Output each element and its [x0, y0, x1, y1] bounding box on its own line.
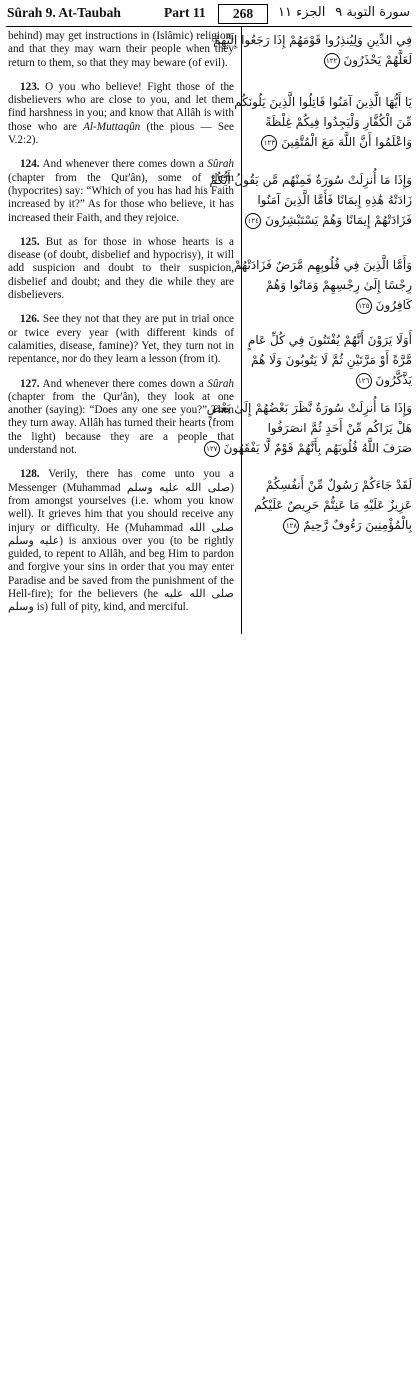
arabic-line: مِّنَ الْكُفَّارِ وَلْيَجِدُوا فِيكُمْ غِلْظَةً	[265, 115, 412, 129]
arabic-line: بِالْمُؤْمِنِينَ رَءُوفٌ رَّحِيمٌ ١٢٨	[246, 515, 412, 535]
verse-end-marker: ١٢٨	[283, 518, 299, 534]
surah-title-en: Sûrah 9. At-Taubah	[7, 5, 121, 20]
arabic-line: صَرَفَ اللَّهُ قُلُوبَهُم بِأَنَّهُمْ قَوْمٌ لَّا يَفْقَهُونَ ١٢٧	[246, 438, 412, 458]
arabic-line: يَا أَيُّهَا الَّذِينَ آمَنُوا قَاتِلُوا الَّذِينَ يَلُونَكُم	[234, 95, 412, 109]
verse-end-marker: ١٢٥	[356, 298, 372, 314]
verse-end-marker: ١٢٤	[245, 213, 261, 229]
arabic-verse-128	[246, 475, 412, 535]
verse-124: 124. And whenever there comes down a Sûrah (chapter from the Qur'ân), some of them (hypocrites) say: “Which of you has had his Faith increased by it?” As for those who believe, it has increased their Faith, and they rejoice.	[8, 158, 235, 224]
page-number: 268	[218, 4, 268, 24]
arabic-line: وَإِذَا مَا أُنزِلَتْ سُورَةٌ فَمِنْهُم مَّن يَقُولُ أَيُّكُمْ	[209, 173, 412, 187]
surah-title-ar: سورة التوبة ٩	[335, 5, 410, 20]
verse-end-marker: ١٢٦	[356, 373, 372, 389]
verse-continuation: behind) may get instructions in (Islâmic) religion, and that they may warn their people when they return to them, so that they may beware (of evil).	[8, 30, 234, 69]
arabic-line: يَذَّكَّرُونَ ١٢٦	[246, 370, 412, 390]
verse-127: 127. And whenever there comes down a Sûrah (chapter from the Qur'ân), they look at one another (saying): “Does any one see you?” Then they turn away. Allâh has turned their hearts (from the light) because they are a people that understand not.	[8, 377, 235, 457]
arabic-line: فِي الدِّينِ وَلِيُنذِرُوا قَوْمَهُمْ إِذَا رَجَعُوا إِلَيْهِمْ	[213, 33, 412, 47]
header-divider	[6, 26, 412, 27]
arabic-line: كَافِرُونَ ١٢٥	[246, 295, 412, 315]
verse-128: 128. Verily, there has come unto you a Messenger (Muhammad صلى الله عليه وسلم) from amongst yourselves (i.e. whom you know well). It grieves him that you should receive any injury or difficulty. He (Muhammad صلى الله عليه وسلم) is anxious over you (to be rightly guided, to repent to Allâh, and beg Him to pardon and forgive your sins in order that you may enter Paradise and be saved from the punishment of the Hell-fire); for the believers (he صلى الله عليه وسلم is) full of pity, kind, and merciful.	[8, 468, 235, 614]
arabic-line: وَإِذَا مَا أُنزِلَتْ سُورَةٌ نَّظَرَ بَعْضُهُمْ إِلَىٰ بَعْضٍ	[206, 401, 412, 415]
arabic-line: زَادَتْهُ هَٰذِهِ إِيمَانًا فَأَمَّا الَّذِينَ آمَنُوا	[257, 193, 412, 207]
arabic-line: فَزَادَتْهُمْ إِيمَانًا وَهُمْ يَسْتَبْشِرُونَ ١٢٤	[246, 210, 412, 230]
verse-123: 123. O you who believe! Fight those of the disbelievers who are close to you, and let them find harshness in you; and know that Allâh is with those who are Al-Muttaqûn (the pious — See V.2:2).	[8, 80, 235, 147]
arabic-verse-124	[209, 170, 412, 230]
arabic-verse-126	[246, 330, 412, 390]
arabic-verse-122	[213, 30, 412, 70]
arabic-line: عَزِيزٌ عَلَيْهِ مَا عَنِتُّمْ حَرِيصٌ عَلَيْكُم	[254, 498, 412, 512]
column-divider	[241, 26, 242, 634]
verse-126: 126. See they not that they are put in trial once or twice every year (with different kinds of calamities, disease, famine)? Yet, they turn not in repentance, nor do they learn a lesson (from it).	[8, 313, 234, 366]
juz-label-ar: الجزء ١١	[278, 5, 326, 20]
verse-125: 125. But as for those in whose hearts is a disease (of doubt, disbelief and hypocrisy), it will add suspicion and doubt to their suspicion, disbelief and doubt; and they die while they are disbelievers.	[8, 235, 235, 302]
arabic-line: وَأَمَّا الَّذِينَ فِي قُلُوبِهِم مَّرَضٌ فَزَادَتْهُمْ	[233, 258, 412, 272]
part-label: Part 11	[164, 5, 206, 20]
page-header	[6, 4, 412, 24]
arabic-line: هَلْ يَرَاكُم مِّنْ أَحَدٍ ثُمَّ انصَرَفُوا	[267, 421, 412, 435]
arabic-line: لَقَدْ جَاءَكُمْ رَسُولٌ مِّنْ أَنفُسِكُمْ	[265, 478, 412, 492]
arabic-line: أَوَلَا يَرَوْنَ أَنَّهُمْ يُفْتَنُونَ فِي كُلِّ عَامٍ	[247, 333, 412, 347]
verse-end-marker: ١٢٣	[261, 135, 277, 151]
arabic-line: مَّرَّةً أَوْ مَرَّتَيْنِ ثُمَّ لَا يَتُوبُونَ وَلَا هُمْ	[251, 353, 412, 367]
arabic-line: وَاعْلَمُوا أَنَّ اللَّهَ مَعَ الْمُتَّقِينَ ١٢٣	[246, 132, 412, 152]
arabic-verse-125	[233, 255, 412, 315]
arabic-verse-123	[234, 92, 412, 152]
arabic-verse-127	[206, 398, 412, 458]
verse-end-marker: ١٢٢	[324, 53, 340, 69]
arabic-line: رِجْسًا إِلَىٰ رِجْسِهِمْ وَمَاتُوا وَهُمْ	[265, 278, 412, 292]
arabic-line: لَعَلَّهُمْ يَحْذَرُونَ ١٢٢	[246, 50, 412, 70]
english-translation-column	[8, 30, 234, 626]
verse-end-marker: ١٢٧	[204, 441, 220, 457]
